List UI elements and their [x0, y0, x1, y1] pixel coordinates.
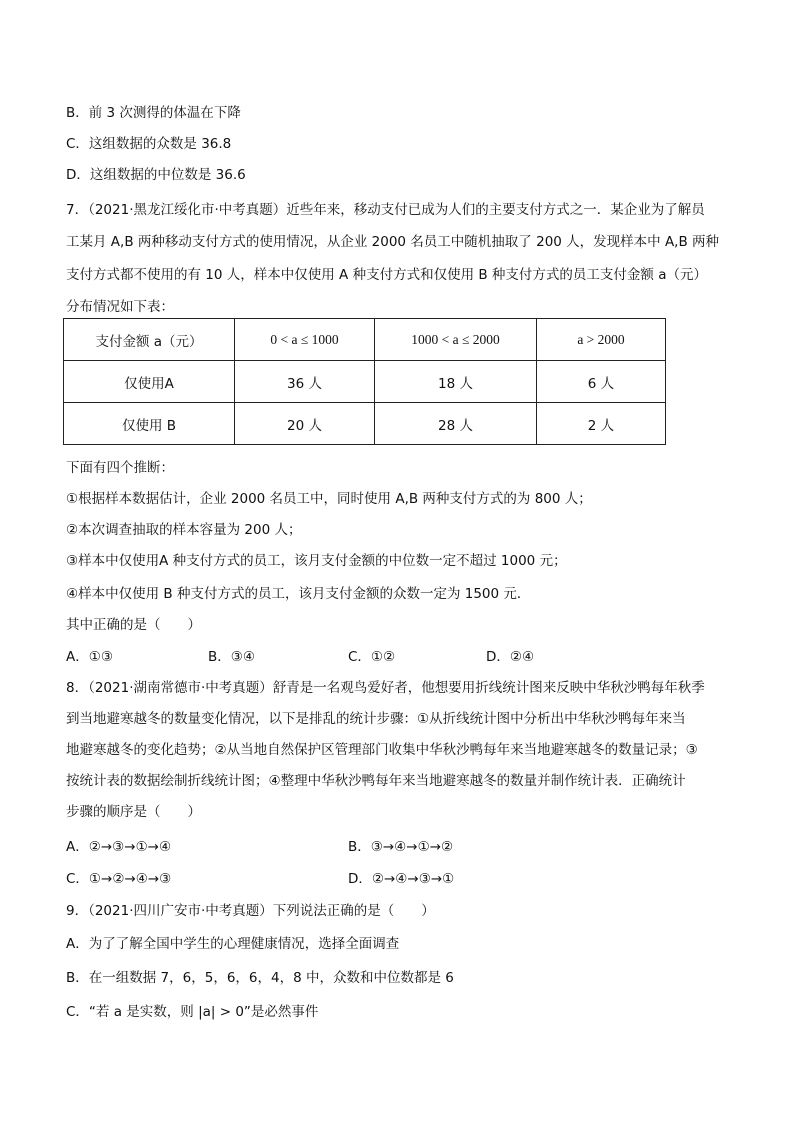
- q8-option-a: A．②→③→①→④: [66, 839, 172, 855]
- q8-option-c: C．①→②→④→③: [66, 871, 172, 887]
- q7-stem-line-4: 分布情况如下表：: [66, 299, 174, 315]
- q7-option-c: C．①②: [348, 649, 396, 665]
- q7-option-b: B．③④: [208, 649, 255, 665]
- table-cell: 6 人: [537, 361, 666, 403]
- table-cell: 18 人: [375, 361, 537, 403]
- q7-statement-1: ①根据样本数据估计，企业 2000 名员工中，同时使用 A,B 两种支付方式的为 800 人；: [66, 491, 592, 507]
- table-cell: 28 人: [375, 403, 537, 445]
- q8-stem-line-2: 到当地避寒越冬的数量变化情况，以下是排乱的统计步骤：①从折线统计图中分析出中华秋沙鸭每年来当: [66, 711, 686, 727]
- q9-option-a: A．为了了解全国中学生的心理健康情况，选择全面调查: [66, 936, 400, 952]
- table-cell: 仅使用 B: [64, 403, 235, 445]
- table-cell: 仅使用A: [64, 361, 235, 403]
- table-header-cell: a > 2000: [537, 319, 666, 361]
- table-cell: 36 人: [235, 361, 375, 403]
- q8-stem-line-4: 按统计表的数据绘制折线统计图；④整理中华秋沙鸭每年来当地避寒越冬的数量并制作统计表．正确统计: [66, 773, 686, 789]
- q6-option-c: C．这组数据的众数是 36.8: [66, 136, 232, 152]
- q7-options: [66, 645, 726, 665]
- q8-stem-line-1: 8．（2021·湖南常德市·中考真题）舒青是一名观鸟爱好者，他想要用折线统计图来反映中华秋沙鸭每年秋季: [66, 680, 705, 696]
- q7-statement-4: ④样本中仅使用 B 种支付方式的员工，该月支付金额的众数一定为 1500 元．: [66, 586, 531, 602]
- payment-distribution-table: [63, 318, 666, 445]
- table-cell: 2 人: [537, 403, 666, 445]
- table-cell: 20 人: [235, 403, 375, 445]
- q9-option-b: B．在一组数据 7，6，5，6，6，4，8 中，众数和中位数都是 6: [66, 970, 454, 986]
- q7-stem-line-1: 7．（2021·黑龙江绥化市·中考真题）近些年来，移动支付已成为人们的主要支付方式之一．某企业为了解员: [66, 202, 705, 218]
- q7-option-d: D．②④: [486, 649, 535, 665]
- table-header-cell: 1000 < a ≤ 2000: [375, 319, 537, 361]
- q8-stem-line-3: 地避寒越冬的变化趋势；②从当地自然保护区管理部门收集中华秋沙鸭每年来当地避寒越冬的数量记录；③: [66, 742, 698, 758]
- q7-statement-2: ②本次调查抽取的样本容量为 200 人；: [66, 522, 302, 538]
- q9-option-c: C．“若 a 是实数，则 |a| > 0”是必然事件: [66, 1004, 319, 1020]
- q7-option-a: A．①③: [66, 649, 113, 665]
- q6-option-b: B．前 3 次测得的体温在下降: [66, 105, 241, 121]
- q9-stem: 9．（2021·四川广安市·中考真题）下列说法正确的是（ ）: [66, 903, 435, 919]
- q8-options-row-2: [66, 867, 726, 887]
- q7-inference-intro: 下面有四个推断：: [66, 460, 174, 476]
- table-header-cell: 支付金额 a（元）: [64, 319, 235, 361]
- table-row: [64, 403, 666, 445]
- table-row: [64, 361, 666, 403]
- q7-question: 其中正确的是（ ）: [66, 617, 201, 633]
- q7-statement-3: ③样本中仅使用A 种支付方式的员工，该月支付金额的中位数一定不超过 1000 元；: [66, 553, 567, 569]
- q7-stem-line-2: 工某月 A,B 两种移动支付方式的使用情况，从企业 2000 名员工中随机抽取了 200 人，发现样本中 A,B 两种: [66, 234, 720, 250]
- q7-stem-line-3: 支付方式都不使用的有 10 人，样本中仅使用 A 种支付方式和仅使用 B 种支付方式的员工支付金额 a（元）: [66, 267, 707, 283]
- q8-options-row-1: [66, 835, 726, 855]
- q8-stem-line-5: 步骤的顺序是（ ）: [66, 804, 201, 820]
- q8-option-d: D．②→④→③→①: [348, 871, 455, 887]
- q6-option-d: D．这组数据的中位数是 36.6: [66, 167, 246, 183]
- table-header-cell: 0 < a ≤ 1000: [235, 319, 375, 361]
- table-header-row: [64, 319, 666, 361]
- q8-option-b: B．③→④→①→②: [348, 839, 454, 855]
